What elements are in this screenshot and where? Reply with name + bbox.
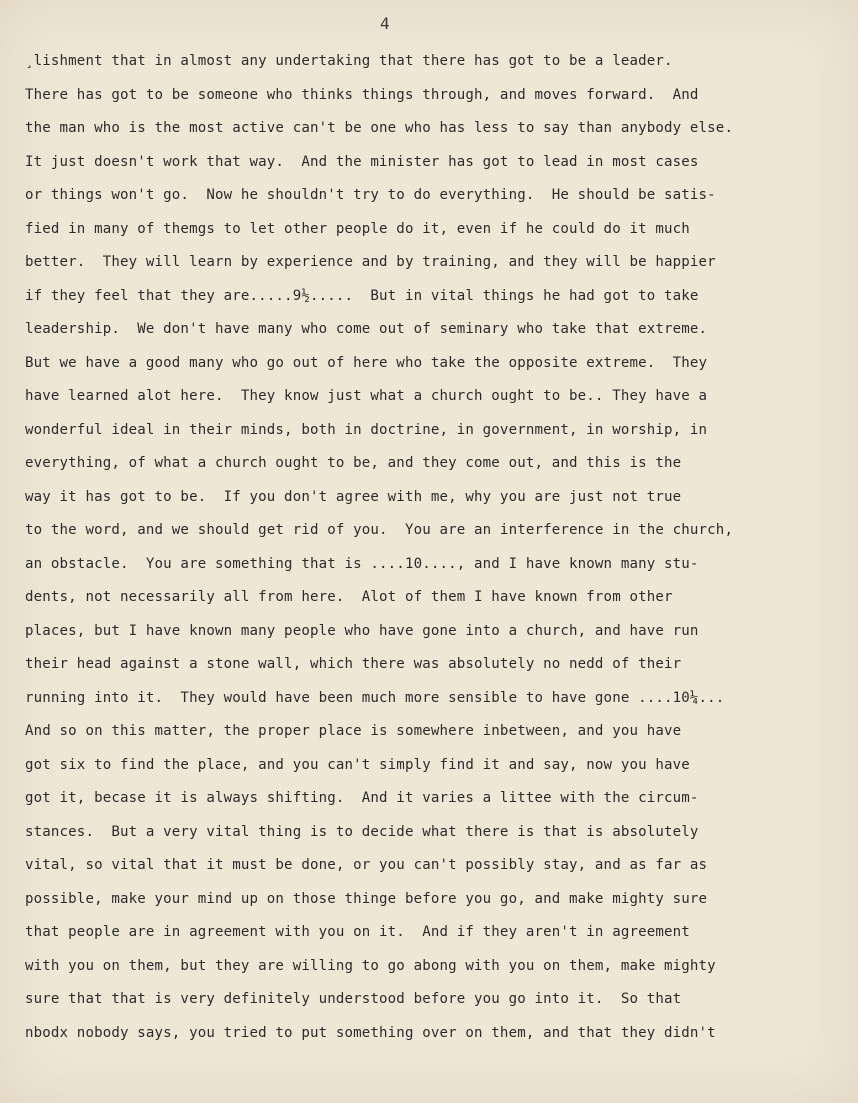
text-line: stances. But a very vital thing is to decide what there is that is absolutely xyxy=(25,823,699,840)
text-line: if they feel that they are.....9½..... But in vital things he had got to take xyxy=(25,287,699,304)
text-line: It just doesn't work that way. And the minister has got to lead in most cases xyxy=(25,153,699,170)
text-line: vital, so vital that it must be done, or you can't possibly stay, and as far as xyxy=(25,857,708,873)
text-line: to the word, and we should get rid of you. You are an interference in the church, xyxy=(25,522,734,538)
text-line: But we have a good many who go out of here who take the opposite extreme. They xyxy=(25,354,708,371)
text-line: have learned alot here. They know just what a church ought to be.. They have a xyxy=(25,388,708,404)
text-line: with you on them, but they are willing to go abong with you on them, make mighty xyxy=(25,957,716,974)
text-line: dents, not necessarily all from here. Alot of them I have known from other xyxy=(25,589,673,605)
text-line: ¸lishment that in almost any undertaking that there has got to be a leader. xyxy=(25,53,673,69)
text-line: And so on this matter, the proper place is somewhere inbetween, and you have xyxy=(25,723,682,739)
text-line: leadership. We don't have many who come out of seminary who take that extreme. xyxy=(25,321,708,337)
text-line: an obstacle. You are something that is ....10...., and I have known many stu- xyxy=(25,555,699,572)
text-line: got six to find the place, and you can't simply find it and say, now you have xyxy=(25,756,690,773)
text-line: fied in many of themgs to let other people do it, even if he could do it much xyxy=(25,220,690,237)
text-line: There has got to be someone who thinks things through, and moves forward. And xyxy=(25,86,699,103)
text-line: running into it. They would have been much more sensible to have gone ....10¼... xyxy=(25,689,725,706)
page-number: 4 xyxy=(380,14,390,33)
text-line: everything, of what a church ought to be, and they come out, and this is the xyxy=(25,455,682,471)
text-line: better. They will learn by experience and by training, and they will be happier xyxy=(25,254,716,270)
text-line: the man who is the most active can't be one who has less to say than anybody else. xyxy=(25,120,734,136)
text-line: that people are in agreement with you on it. And if they aren't in agreement xyxy=(25,924,690,940)
text-line: nbodx nobody says, you tried to put something over on them, and that they didn't xyxy=(25,1024,716,1041)
text-line: places, but I have known many people who have gone into a church, and have run xyxy=(25,622,699,639)
text-line: way it has got to be. If you don't agree with me, why you are just not true xyxy=(25,488,682,505)
text-line: wonderful ideal in their minds, both in doctrine, in government, in worship, in xyxy=(25,421,708,438)
text-line: got it, becase it is always shifting. And it varies a littee with the circum- xyxy=(25,790,699,806)
text-line: or things won't go. Now he shouldn't try to do everything. He should be satis- xyxy=(25,187,716,203)
body-text xyxy=(25,50,855,1055)
text-line: possible, make your mind up on those thinge before you go, and make mighty sure xyxy=(25,890,708,907)
text-line: their head against a stone wall, which there was absolutely no nedd of their xyxy=(25,656,682,672)
text-line: sure that that is very definitely understood before you go into it. So that xyxy=(25,991,682,1007)
